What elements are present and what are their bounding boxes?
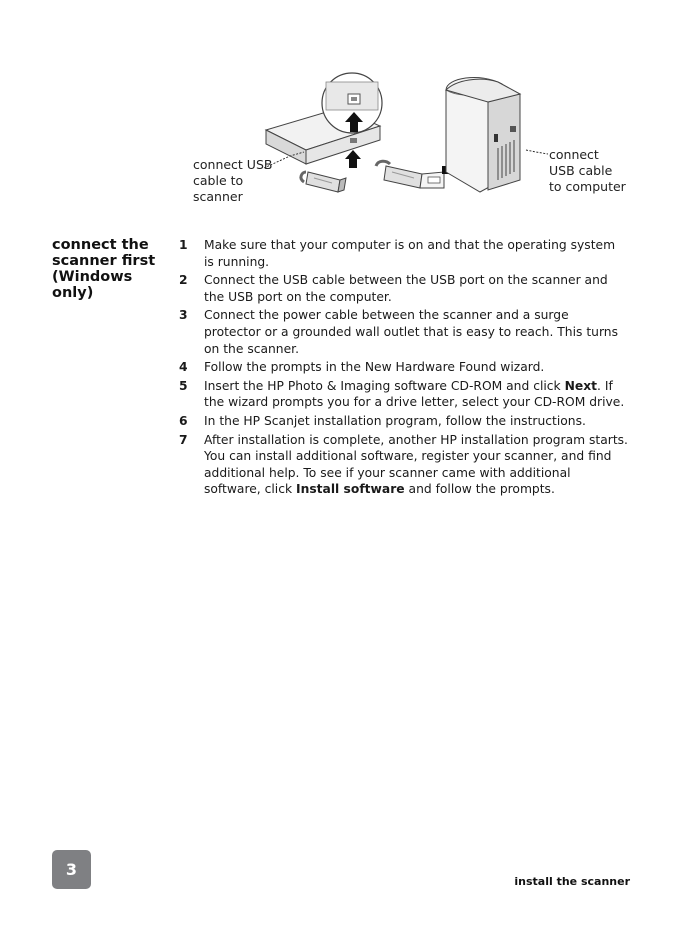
step-item xyxy=(176,272,628,305)
running-footer: install the scanner xyxy=(514,875,630,888)
step-text xyxy=(204,307,628,357)
step-item xyxy=(176,432,628,498)
usb-a-plug-graphic xyxy=(376,161,444,188)
step-item xyxy=(176,413,628,430)
callout-connect-computer: connect USB cable to computer xyxy=(549,147,626,194)
step-emphasis: Next xyxy=(564,378,598,393)
step-number: 1 xyxy=(179,238,188,252)
step-text xyxy=(204,378,628,411)
step-text xyxy=(204,272,628,305)
step-text-run: Insert the HP Photo & Imaging software CD-ROM and click xyxy=(204,378,565,393)
step-text-run: Follow the prompts in the New Hardware Found wizard. xyxy=(204,360,545,375)
callout-connect-scanner: connect USB cable to scanner xyxy=(193,157,273,204)
step-text-run: and follow the prompts. xyxy=(404,482,555,497)
step-text-run: In the HP Scanjet installation program, follow the instructions. xyxy=(204,413,586,428)
connection-illustration xyxy=(180,68,630,216)
step-item xyxy=(176,237,628,270)
step-text-run: Connect the USB cable between the USB port on the scanner and the USB port on the computer. xyxy=(204,273,608,304)
step-text-run: . If the wizard prompts you for a drive letter, select your CD-ROM drive. xyxy=(204,378,625,410)
step-number: 3 xyxy=(179,308,188,323)
step-text-run: Connect the power cable between the scanner and a surge protector or a grounded wall outlet that is easy to reach. This turns on the scanner. xyxy=(204,308,618,356)
step-number: 4 xyxy=(179,360,188,375)
section-heading: connect the scanner first (Windows only) xyxy=(52,237,156,301)
step-text xyxy=(204,413,628,430)
instruction-steps xyxy=(176,237,628,500)
step-item xyxy=(176,307,628,357)
step-text xyxy=(204,432,628,498)
step-text-run: After installation is complete, another HP installation program starts. You can install additional software, register your scanner, and find additional help. To see if your scanner came with additional software, click xyxy=(204,432,628,497)
step-text xyxy=(204,359,628,376)
computer-tower-graphic xyxy=(446,77,520,192)
port-magnifier xyxy=(322,73,382,133)
page-number: 3 xyxy=(65,860,78,879)
step-item xyxy=(176,378,628,411)
up-arrow-icon xyxy=(345,150,361,168)
step-text xyxy=(204,237,628,270)
usb-b-plug-graphic xyxy=(301,172,346,192)
step-number: 7 xyxy=(179,432,188,447)
step-number: 2 xyxy=(179,273,188,288)
right-leader-line xyxy=(526,150,548,154)
page-number-tab xyxy=(52,850,91,889)
step-text-run: Make sure that your computer is on and that the operating system is running. xyxy=(204,238,616,269)
step-item xyxy=(176,359,628,376)
step-number: 6 xyxy=(179,413,188,428)
step-emphasis: Install software xyxy=(296,482,405,497)
step-number: 5 xyxy=(179,378,188,393)
